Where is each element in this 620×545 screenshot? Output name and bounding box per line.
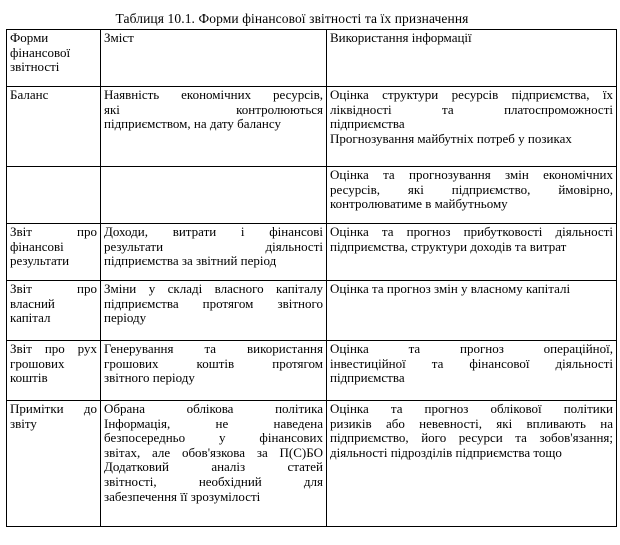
form-cell	[7, 401, 101, 527]
usage-cell	[327, 341, 617, 401]
table-row	[7, 341, 617, 401]
usage-cell-line: Прогнозування майбутніх потреб у позиках	[330, 130, 572, 146]
content-cell-line: забезпечення її зрозумілості	[104, 488, 261, 504]
usage-cell-line: підприємства	[330, 370, 405, 386]
form-cell-line: капітал	[10, 310, 51, 326]
usage-cell-line: Оцінка структури ресурсів підприємства, їх	[330, 87, 613, 102]
content-cell-line: Обрана облікова політика	[104, 401, 323, 416]
header-usage-text: Використання інформації	[330, 30, 472, 45]
content-cell	[101, 167, 327, 224]
table-row	[7, 401, 617, 527]
form-cell-line: фінансові	[10, 238, 64, 254]
usage-cell-line: ліквідності та платоспроможності	[330, 101, 613, 117]
content-cell-line: Наявність економічних ресурсів,	[104, 87, 323, 102]
form-cell-line: Баланс	[10, 87, 49, 102]
content-cell	[101, 401, 327, 527]
form-cell	[7, 167, 101, 224]
usage-cell-line: інвестиційної та фінансової діяльності	[330, 355, 613, 371]
content-cell	[101, 341, 327, 401]
form-cell-line: звіту	[10, 415, 37, 431]
usage-cell-line: ризиків або невевності, які впливають на	[330, 415, 613, 431]
table-caption-text: Таблиця 10.1. Форми фінансової звітності та їх призначення	[115, 11, 469, 26]
financial-statements-table	[6, 29, 617, 527]
usage-cell-line: Оцінка та прогноз облікової політики	[330, 401, 613, 416]
header-cell-content	[101, 30, 327, 87]
usage-cell-line: Оцінка та прогнозування змін економічних	[330, 167, 613, 182]
header-forms-text: Форми фінансової звітності	[10, 30, 71, 75]
usage-cell-line: Оцінка та прогноз операційної,	[330, 341, 613, 356]
table-row	[7, 224, 617, 281]
content-cell-line: підприємства за звітний період	[104, 253, 277, 269]
content-cell-line: Генерування та використання	[104, 341, 323, 356]
content-cell-line: Додатковий аналіз статей	[104, 459, 323, 475]
usage-cell-line: підприємства, структури доходів та витрат	[330, 238, 567, 254]
form-cell-line: Примітки до	[10, 401, 97, 416]
form-cell-line: грошових	[10, 355, 65, 371]
usage-cell-line: Оцінка та прогноз прибутковості діяльності	[330, 224, 613, 239]
content-cell-line: періоду	[104, 310, 147, 326]
form-cell	[7, 87, 101, 167]
content-cell	[101, 87, 327, 167]
usage-cell-line: ресурсів, які підприємство, ймовірно,	[330, 181, 613, 197]
table-row	[7, 281, 617, 341]
content-cell-line: звітного періоду	[104, 370, 195, 386]
content-cell	[101, 281, 327, 341]
usage-cell	[327, 167, 617, 224]
form-cell-line: Звіт про рух	[10, 341, 97, 356]
usage-cell-line: підприємства	[330, 116, 405, 132]
form-cell	[7, 281, 101, 341]
usage-cell	[327, 87, 617, 167]
usage-cell	[327, 281, 617, 341]
usage-cell-line: Оцінка та прогноз змін у власному капіталі	[330, 281, 571, 296]
form-cell	[7, 224, 101, 281]
form-cell-line: Звіт про	[10, 281, 97, 296]
table-header-row	[7, 30, 617, 87]
content-cell-line: Зміни у складі власного капіталу	[104, 281, 323, 296]
content-cell-line: які контролюються	[104, 101, 323, 117]
table-row	[7, 87, 617, 167]
usage-cell-line: діяльності підрозділів підприємства тощо	[330, 444, 562, 460]
header-content-text: Зміст	[104, 30, 134, 45]
usage-cell	[327, 401, 617, 527]
form-cell-line: результати	[10, 253, 70, 269]
form-cell	[7, 341, 101, 401]
header-cell-usage	[327, 30, 617, 87]
content-cell-line: звітах, але обов'язкова за П(С)БО	[104, 444, 323, 460]
usage-cell-line: підприємство, його ресурси та зобов'язання;	[330, 430, 613, 446]
usage-cell-line: контролюватиме в майбутньому	[330, 196, 508, 212]
table-row	[7, 167, 617, 224]
content-cell-line: підприємством, на дату балансу	[104, 116, 281, 132]
header-cell-forms	[7, 30, 101, 87]
table-caption	[0, 11, 620, 27]
content-cell	[101, 224, 327, 281]
content-cell-line: грошових коштів протягом	[104, 355, 323, 371]
content-cell-line: Доходи, витрати і фінансові	[104, 224, 323, 239]
content-cell-line: підприємства протягом звітного	[104, 295, 323, 311]
usage-cell	[327, 224, 617, 281]
content-cell-line: результати діяльності	[104, 238, 323, 254]
content-cell-line: Інформація, не наведена	[104, 415, 323, 431]
form-cell-line: Звіт про	[10, 224, 97, 239]
content-cell-line: звітності, необхідний для	[104, 473, 323, 489]
content-cell-line: безпосередньо у фінансових	[104, 430, 323, 446]
form-cell-line: власний	[10, 295, 55, 311]
form-cell-line: коштів	[10, 370, 48, 386]
